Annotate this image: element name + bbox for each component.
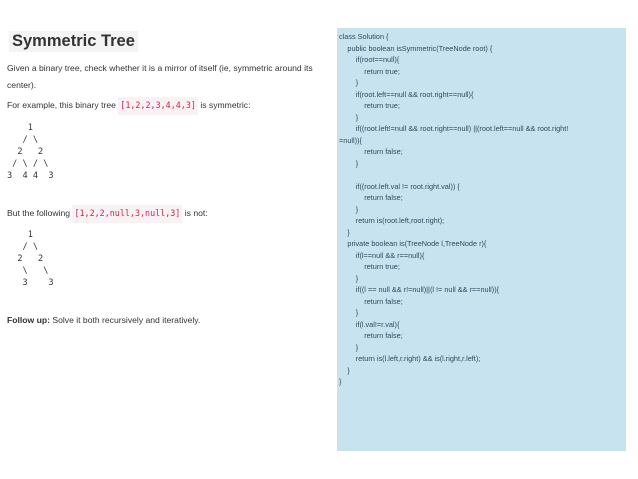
code-line: return is(l.left,r.right) && is(l.right,r.left); xyxy=(355,354,481,363)
code-line: } xyxy=(347,227,350,237)
follow-up-text: Solve it both recursively and iteratively. xyxy=(52,315,201,325)
code-line: return false; xyxy=(364,147,403,156)
code-line: private boolean is(TreeNode l,TreeNode r){ xyxy=(347,239,487,248)
code-line: } xyxy=(355,342,359,352)
code-editor-panel[interactable] xyxy=(337,28,626,451)
code-line: public boolean isSymmetric(TreeNode root) { xyxy=(347,43,493,53)
code-line: class Solution { xyxy=(339,32,389,41)
counter-example-sentence xyxy=(7,205,208,222)
code-line: if(root.left==null && root.right==null){ xyxy=(355,89,474,99)
code-line: } xyxy=(355,273,359,283)
code-line: if((root.left!=null && root.right==null) ||(root.left==null && root.right! xyxy=(355,124,569,133)
code-line: if((root.left.val != root.right.val)) { xyxy=(355,181,460,191)
code-line: } xyxy=(355,308,359,317)
code-line: return false; xyxy=(364,193,403,202)
code-line: return true; xyxy=(364,101,400,110)
example-prefix: For example, this binary tree xyxy=(7,100,116,110)
code-line: if(l==null && r==null){ xyxy=(355,250,425,260)
code-line: if(root==null){ xyxy=(355,55,400,64)
code-line: return false; xyxy=(364,296,403,306)
symmetric-tree-diagram: 1 / \ 2 2 / \ / \ 3 4 4 3 xyxy=(7,123,54,181)
code-line: } xyxy=(355,78,359,87)
example-sentence xyxy=(7,97,250,114)
problem-title: Symmetric Tree xyxy=(9,31,138,52)
code-line: if(l.val!=r.val){ xyxy=(355,319,400,329)
follow-up-label: Follow up: xyxy=(7,315,50,325)
problem-description: Given a binary tree, check whether it is a mirror of itself (ie, symmetric around its center). xyxy=(7,63,313,90)
not-suffix: is not: xyxy=(184,208,208,218)
code-line: =null)){ xyxy=(339,135,362,145)
code-line: } xyxy=(355,112,359,122)
example-suffix: is symmetric: xyxy=(200,100,251,110)
code-line: return false; xyxy=(364,331,403,340)
code-line: } xyxy=(355,158,359,168)
not-prefix: But the following xyxy=(7,208,71,218)
code-line: } xyxy=(355,204,359,214)
follow-up xyxy=(7,312,200,329)
code-line: } xyxy=(347,365,350,375)
asymmetric-tree-diagram: 1 / \ 2 2 \ \ 3 3 xyxy=(17,230,54,288)
code-line: } xyxy=(339,377,342,386)
code-line: return is(root.left,root.right); xyxy=(355,216,445,225)
code-line: return true; xyxy=(364,66,400,76)
counter-example-code: [1,2,2,null,3,null,3] xyxy=(72,205,182,223)
code-line: if((l == null && r!=null)||(l != null && r==null)){ xyxy=(355,285,500,294)
example-code: [1,2,2,3,4,4,3] xyxy=(118,97,198,115)
code-line: return true; xyxy=(364,262,400,271)
